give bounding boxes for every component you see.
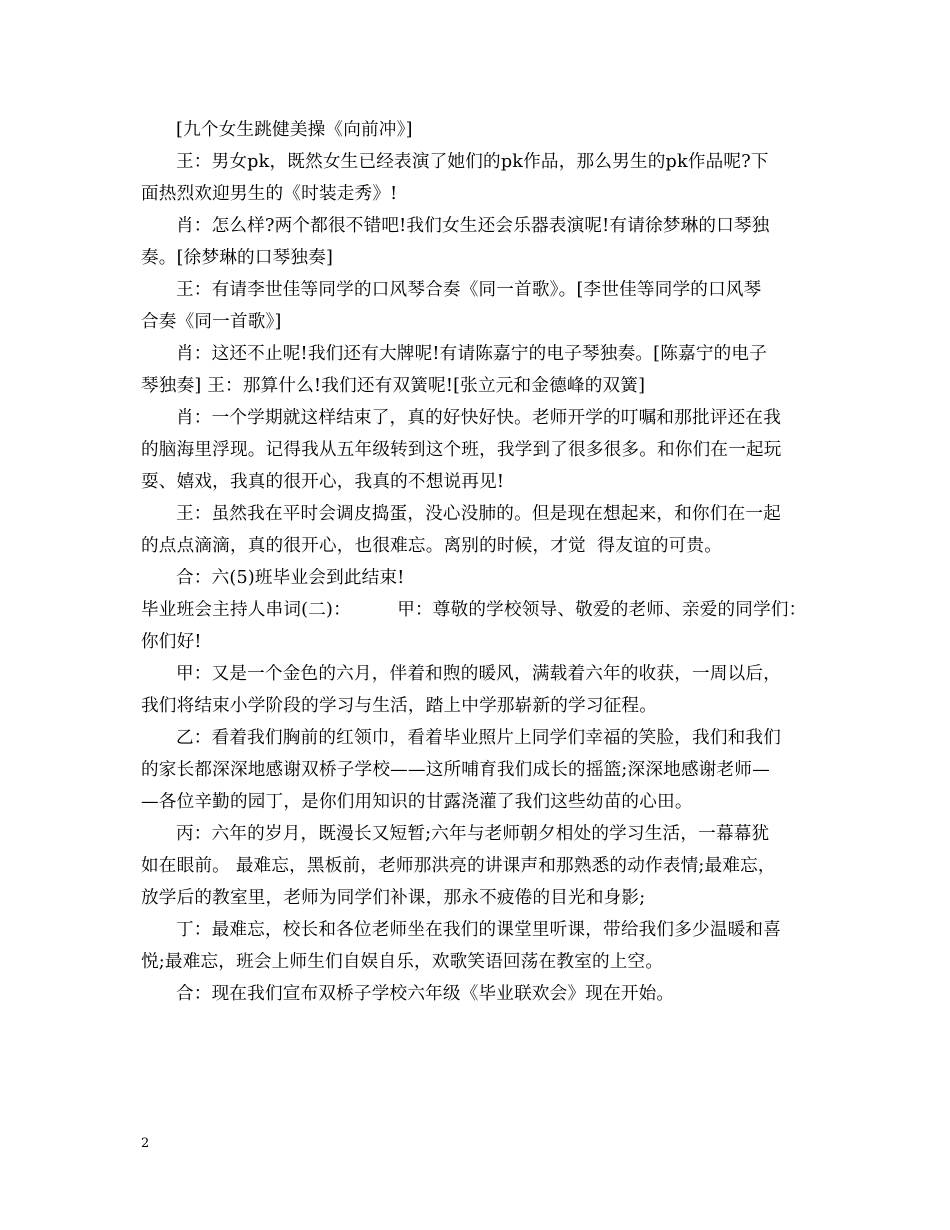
text-line: 合：现在我们宣布双桥子学校六年级《毕业联欢会》现在开始。	[176, 984, 675, 1004]
text-line: 琴独奏] 王：那算什么!我们还有双簧呢![张立元和金德峰的双簧]	[141, 376, 646, 396]
text-line: 甲：又是一个金色的六月，伴着和煦的暖风，满载着六年的收获，一周以后，	[176, 664, 781, 684]
text-line: 肖：怎么样?两个都很不错吧!我们女生还会乐器表演呢!有请徐梦琳的口琴独	[176, 216, 770, 236]
text-line: 的点点滴滴，真的很开心，也很难忘。离别的时候，才觉 得友谊的可贵。	[141, 536, 722, 556]
page-number: 2	[141, 1136, 150, 1151]
text-line: 肖：这还不止呢!我们还有大牌呢!有请陈嘉宁的电子琴独奏。[陈嘉宁的电子	[176, 344, 768, 364]
text-line: 奏。[徐梦琳的口琴独奏]	[141, 248, 334, 268]
text-line: 的家长都深深地感谢双桥子学校——这所哺育我们成长的摇篮;深深地感谢老师—	[141, 760, 770, 780]
text-line: 合奏《同一首歌》]	[141, 312, 282, 332]
text-line: 的脑海里浮现。记得我从五年级转到这个班，我学到了很多很多。和你们在一起玩	[141, 440, 782, 460]
text-line: 如在眼前。 最难忘，黑板前，老师那洪亮的讲课声和那熟悉的动作表情;最难忘，	[141, 856, 776, 876]
text-line: —各位辛勤的园丁，是你们用知识的甘露浇灌了我们这些幼苗的心田。	[141, 792, 693, 812]
text-line: [九个女生跳健美操《向前冲》]	[176, 120, 413, 140]
text-line: 丙：六年的岁月，既漫长又短暂;六年与老师朝夕相处的学习生活，一幕幕犹	[176, 824, 770, 844]
text-line: 放学后的教室里，老师为同学们补课，那永不疲倦的目光和身影;	[141, 888, 646, 908]
text-line: 面热烈欢迎男生的《时装走秀》!	[141, 184, 398, 204]
text-line: 悦;最难忘，班会上师生们自娱自乐，欢歌笑语回荡在教室的上空。	[141, 952, 664, 972]
text-line: 王：男女pk，既然女生已经表演了她们的pk作品，那么男生的pk作品呢?下	[176, 152, 769, 172]
text-line: 耍、嬉戏，我真的很开心，我真的不想说再见!	[141, 472, 505, 492]
text-line: 王：虽然我在平时会调皮捣蛋，没心没肺的。但是现在想起来，和你们在一起	[176, 504, 781, 524]
text-line: 王：有请李世佳等同学的口风琴合奏《同一首歌》。[李世佳等同学的口风琴	[176, 280, 762, 300]
text-line: 你们好!	[141, 632, 202, 652]
document-body	[141, 114, 821, 1010]
text-line: 肖：一个学期就这样结束了，真的好快好快。老师开学的叮嘱和那批评还在我	[176, 408, 781, 428]
text-line: 毕业班会主持人串词(二)： 甲：尊敬的学校领导、敬爱的老师、亲爱的同学们：	[141, 600, 807, 620]
text-line: 合：六(5)班毕业会到此结束!	[176, 568, 405, 588]
text-line: 丁：最难忘，校长和各位老师坐在我们的课堂里听课，带给我们多少温暖和喜	[176, 920, 781, 940]
text-line: 乙：看着我们胸前的红领巾，看着毕业照片上同学们幸福的笑脸，我们和我们	[176, 728, 781, 748]
text-line: 我们将结束小学阶段的学习与生活，踏上中学那崭新的学习征程。	[141, 696, 658, 716]
